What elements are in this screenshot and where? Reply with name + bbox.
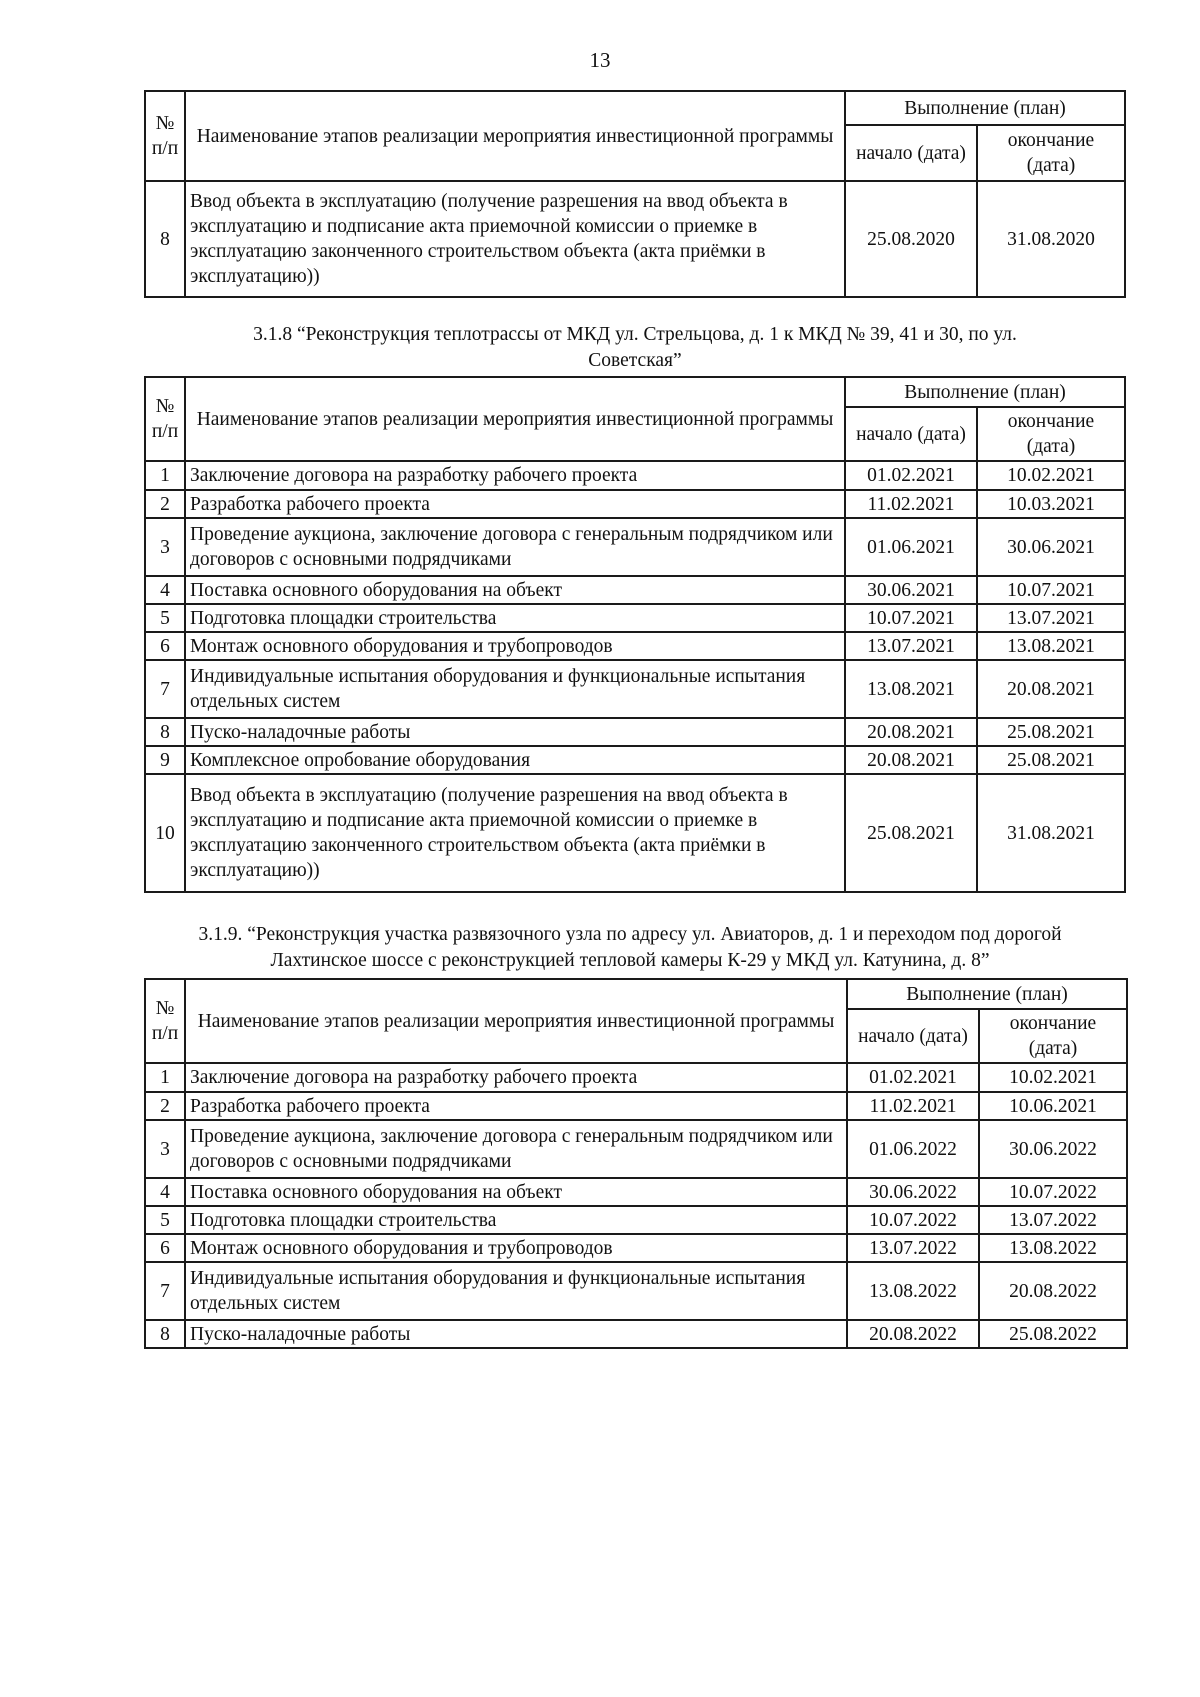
row-name: Комплексное опробование оборудования: [185, 746, 845, 774]
row-start-date: 11.02.2021: [847, 1092, 979, 1120]
header-start: начало (дата): [847, 1009, 979, 1063]
table-row: [145, 604, 1125, 632]
header-execution: Выполнение (план): [845, 91, 1125, 125]
row-end-date: 31.08.2021: [977, 774, 1125, 892]
header-execution: Выполнение (план): [845, 377, 1125, 407]
row-number: 3: [145, 518, 185, 576]
table-row: [145, 490, 1125, 518]
header-end: окончание (дата): [977, 407, 1125, 461]
row-start-date: 13.08.2022: [847, 1262, 979, 1320]
table-top: [144, 90, 1126, 298]
row-name: Разработка рабочего проекта: [185, 490, 845, 518]
row-name: Проведение аукциона, заключение договора с генеральным подрядчиком или договоров с основными подрядчиками: [185, 518, 845, 576]
table-318: [144, 376, 1126, 893]
row-start-date: 10.07.2022: [847, 1206, 979, 1234]
table-row: [145, 518, 1125, 576]
row-name: Разработка рабочего проекта: [185, 1092, 847, 1120]
row-number: 6: [145, 632, 185, 660]
row-name: Заключение договора на разработку рабочего проекта: [185, 1063, 847, 1092]
row-end-date: 10.02.2021: [979, 1063, 1127, 1092]
row-name: Ввод объекта в эксплуатацию (получение разрешения на ввод объекта в эксплуатацию и подписание акта приемочной комиссии о приемке в эксплуатацию законченного строительством объекта (акта приёмки в эксплуатацию)): [185, 181, 845, 297]
row-start-date: 01.02.2021: [847, 1063, 979, 1092]
row-name: Монтаж основного оборудования и трубопроводов: [185, 1234, 847, 1262]
row-start-date: 30.06.2021: [845, 576, 977, 604]
table-row: [145, 746, 1125, 774]
row-end-date: 30.06.2021: [977, 518, 1125, 576]
table-row: [145, 1063, 1127, 1092]
table-row: [145, 1206, 1127, 1234]
table-row: [145, 1178, 1127, 1206]
row-name: Пуско-наладочные работы: [185, 718, 845, 746]
row-number: 9: [145, 746, 185, 774]
row-end-date: 25.08.2021: [977, 746, 1125, 774]
row-number: 8: [145, 181, 185, 297]
row-number: 1: [145, 1063, 185, 1092]
row-start-date: 20.08.2021: [845, 746, 977, 774]
header-name: Наименование этапов реализации мероприятия инвестиционной программы: [185, 91, 845, 181]
table-row: [145, 576, 1125, 604]
row-end-date: 20.08.2022: [979, 1262, 1127, 1320]
table-row: [145, 1092, 1127, 1120]
row-name: Монтаж основного оборудования и трубопроводов: [185, 632, 845, 660]
row-name: Поставка основного оборудования на объект: [185, 1178, 847, 1206]
row-end-date: 30.06.2022: [979, 1120, 1127, 1178]
row-name: Проведение аукциона, заключение договора с генеральным подрядчиком или договоров с основными подрядчиками: [185, 1120, 847, 1178]
table-row: [145, 718, 1125, 746]
row-start-date: 11.02.2021: [845, 490, 977, 518]
row-name: Подготовка площадки строительства: [185, 604, 845, 632]
header-start: начало (дата): [845, 125, 977, 181]
row-end-date: 13.07.2021: [977, 604, 1125, 632]
row-end-date: 13.08.2022: [979, 1234, 1127, 1262]
header-start: начало (дата): [845, 407, 977, 461]
row-number: 5: [145, 1206, 185, 1234]
row-end-date: 25.08.2021: [977, 718, 1125, 746]
row-name: Пуско-наладочные работы: [185, 1320, 847, 1348]
row-number: 8: [145, 1320, 185, 1348]
row-end-date: 31.08.2020: [977, 181, 1125, 297]
row-number: 2: [145, 1092, 185, 1120]
row-end-date: 10.07.2021: [977, 576, 1125, 604]
row-start-date: 01.02.2021: [845, 461, 977, 490]
section-319-title: 3.1.9. “Реконструкция участка развязочного узла по адресу ул. Авиаторов, д. 1 и переходом под дорогой Лахтинское шоссе с реконструкцией тепловой камеры К-29 у МКД ул. Катунина, д. 8”: [198, 924, 1062, 971]
row-end-date: 13.08.2021: [977, 632, 1125, 660]
row-number: 1: [145, 461, 185, 490]
table-row: [145, 1320, 1127, 1348]
table-row: [145, 181, 1125, 297]
row-name: Индивидуальные испытания оборудования и функциональные испытания отдельных систем: [185, 660, 845, 718]
table-row: [145, 461, 1125, 490]
row-start-date: 01.06.2022: [847, 1120, 979, 1178]
section-318-title: 3.1.8 “Реконструкция теплотрассы от МКД ул. Стрельцова, д. 1 к МКД № 39, 41 и 30, по ул. Советская”: [253, 324, 1017, 371]
table-319: [144, 978, 1128, 1349]
header-num: № п/п: [145, 979, 185, 1063]
row-name: Поставка основного оборудования на объект: [185, 576, 845, 604]
table-row: [145, 774, 1125, 892]
row-end-date: 10.02.2021: [977, 461, 1125, 490]
header-execution: Выполнение (план): [847, 979, 1127, 1009]
row-start-date: 25.08.2021: [845, 774, 977, 892]
row-number: 5: [145, 604, 185, 632]
row-start-date: 25.08.2020: [845, 181, 977, 297]
row-name: Ввод объекта в эксплуатацию (получение разрешения на ввод объекта в эксплуатацию и подписание акта приемочной комиссии о приемке в эксплуатацию законченного строительством объекта (акта приёмки в эксплуатацию)): [185, 774, 845, 892]
row-name: Индивидуальные испытания оборудования и функциональные испытания отдельных систем: [185, 1262, 847, 1320]
row-end-date: 20.08.2021: [977, 660, 1125, 718]
row-start-date: 13.07.2022: [847, 1234, 979, 1262]
row-start-date: 01.06.2021: [845, 518, 977, 576]
row-end-date: 10.03.2021: [977, 490, 1125, 518]
row-number: 7: [145, 1262, 185, 1320]
row-end-date: 10.06.2021: [979, 1092, 1127, 1120]
header-end: окончание (дата): [979, 1009, 1127, 1063]
row-start-date: 10.07.2021: [845, 604, 977, 632]
row-start-date: 30.06.2022: [847, 1178, 979, 1206]
row-start-date: 13.08.2021: [845, 660, 977, 718]
table-row: [145, 632, 1125, 660]
table-row: [145, 660, 1125, 718]
row-number: 8: [145, 718, 185, 746]
table-row: [145, 1234, 1127, 1262]
table-row: [145, 1120, 1127, 1178]
row-number: 2: [145, 490, 185, 518]
row-number: 3: [145, 1120, 185, 1178]
row-end-date: 10.07.2022: [979, 1178, 1127, 1206]
row-number: 7: [145, 660, 185, 718]
header-name: Наименование этапов реализации мероприятия инвестиционной программы: [185, 979, 847, 1063]
header-end: окончание (дата): [977, 125, 1125, 181]
row-start-date: 20.08.2022: [847, 1320, 979, 1348]
row-name: Подготовка площадки строительства: [185, 1206, 847, 1234]
row-start-date: 13.07.2021: [845, 632, 977, 660]
header-name: Наименование этапов реализации мероприятия инвестиционной программы: [185, 377, 845, 461]
row-end-date: 13.07.2022: [979, 1206, 1127, 1234]
row-number: 4: [145, 1178, 185, 1206]
row-number: 6: [145, 1234, 185, 1262]
row-start-date: 20.08.2021: [845, 718, 977, 746]
table-row: [145, 1262, 1127, 1320]
header-num: № п/п: [145, 377, 185, 461]
row-number: 10: [145, 774, 185, 892]
header-num: № п/п: [145, 91, 185, 181]
row-end-date: 25.08.2022: [979, 1320, 1127, 1348]
row-number: 4: [145, 576, 185, 604]
page-number: 13: [589, 48, 611, 72]
row-name: Заключение договора на разработку рабочего проекта: [185, 461, 845, 490]
